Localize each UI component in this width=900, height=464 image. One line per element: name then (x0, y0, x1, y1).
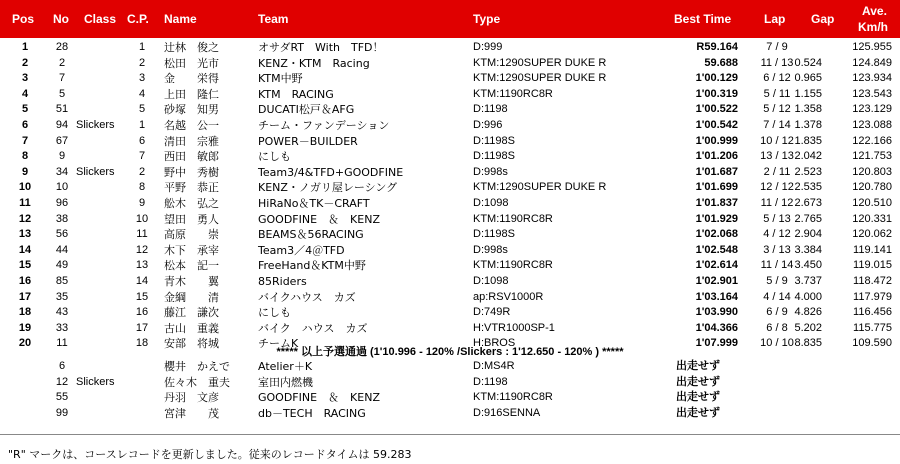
record-footnote: "R" マークは、コースレコードを更新しました。従来のレコードタイムは 59.283 (8, 448, 412, 461)
machine-type-cell: D:916SENNA (473, 406, 541, 419)
lap-cell: 5 / 9 (766, 274, 788, 287)
position-cell: 17 (18, 290, 32, 303)
gap-cell: 1.358 (794, 103, 822, 116)
number-cell: 43 (55, 306, 69, 319)
machine-type-cell: D:1198S (473, 228, 515, 241)
position-cell: 7 (21, 134, 29, 147)
lap-cell: 7 / 9 (766, 41, 788, 53)
average-speed-cell: 109.590 (852, 337, 892, 350)
class-cell: Slickers (76, 375, 115, 388)
lap-cell: 11 / 14 (760, 259, 794, 272)
machine-type-cell: D:996 (473, 118, 503, 131)
gap-cell: 2.904 (794, 228, 822, 241)
average-speed-cell: 122.166 (852, 134, 892, 147)
team-cell: チームK (258, 337, 299, 351)
gap-cell: 0.524 (794, 56, 822, 69)
table-row (0, 305, 900, 321)
team-cell: にしも (258, 306, 291, 320)
rider-name-cell: 松田 光市 (164, 56, 219, 70)
number-cell: 9 (58, 150, 66, 163)
machine-type-cell: D:998s (473, 165, 508, 178)
table-row (0, 87, 900, 103)
header-gap: Gap (811, 12, 835, 26)
rider-name-cell: 高原 崇 (164, 228, 219, 242)
team-cell: KTM中野 (258, 72, 303, 86)
class-cell: Slickers (76, 118, 115, 131)
position-cell: 16 (18, 274, 32, 287)
gap-cell: 3.737 (794, 274, 822, 287)
machine-type-cell: D:999 (473, 41, 503, 53)
machine-type-cell: KTM:1190RC8R (473, 391, 553, 404)
best-time-cell: 1'00.999 (695, 134, 738, 147)
machine-type-cell: ap:RSV1000R (473, 290, 544, 303)
machine-type-cell: D:1198 (473, 103, 508, 116)
average-speed-cell: 116.456 (853, 306, 892, 319)
best-time-cell: 1'01.837 (695, 196, 738, 209)
rider-name-cell: 望田 勇人 (164, 212, 219, 226)
table-row (0, 118, 900, 134)
average-speed-cell: 123.088 (852, 118, 892, 131)
rider-name-cell: 安部 将城 (164, 337, 219, 351)
average-speed-cell: 120.510 (852, 196, 892, 209)
class-position-cell: 2 (138, 56, 146, 69)
machine-type-cell: D:1198S (473, 134, 515, 147)
team-cell: バイク ハウス カズ (258, 321, 368, 335)
table-row (0, 274, 900, 290)
header-pos: Pos (12, 12, 35, 26)
table-row (0, 359, 900, 375)
number-cell: 49 (55, 259, 69, 272)
class-position-cell: 9 (138, 196, 146, 209)
class-position-cell: 1 (138, 41, 146, 53)
class-position-cell: 12 (135, 243, 149, 256)
average-speed-cell: 121.753 (852, 150, 892, 163)
best-time-cell: 1'07.999 (695, 337, 738, 350)
rider-name-cell: 西田 敏郎 (164, 150, 219, 164)
machine-type-cell: D:1198S (473, 150, 515, 163)
table-row (0, 212, 900, 228)
class-position-cell: 10 (135, 212, 149, 225)
rider-name-cell: 上田 隆仁 (164, 87, 219, 101)
position-cell: 10 (18, 181, 32, 194)
machine-type-cell: D:1198 (473, 375, 508, 388)
average-speed-cell: 120.062 (852, 228, 892, 241)
best-time-cell: 1'00.542 (695, 118, 738, 131)
gap-cell: 0.965 (794, 72, 822, 85)
header-type: Type (473, 12, 501, 26)
average-speed-cell: 120.780 (852, 181, 892, 194)
class-cell: Slickers (76, 165, 115, 178)
table-row (0, 390, 900, 406)
gap-cell: 1.378 (794, 118, 822, 131)
rider-name-cell: 金綱 清 (164, 290, 219, 304)
number-cell: 67 (55, 134, 69, 147)
class-position-cell: 3 (138, 72, 146, 85)
team-cell: POWER－BUILDER (258, 134, 358, 148)
class-position-cell: 14 (135, 274, 149, 287)
number-cell: 28 (55, 41, 69, 53)
lap-cell: 11 / 12 (760, 196, 794, 209)
table-row (0, 102, 900, 118)
gap-cell: 2.535 (794, 181, 822, 194)
best-time-cell: 1'02.614 (695, 259, 738, 272)
machine-type-cell: D:1098 (473, 196, 509, 209)
best-time-cell: 1'03.990 (695, 306, 738, 319)
number-cell: 11 (56, 337, 68, 350)
team-cell: Team3／4＠TFD (258, 243, 345, 257)
table-row (0, 165, 900, 181)
number-cell: 33 (55, 321, 69, 334)
team-cell: オサダRT With TFD！ (258, 41, 384, 54)
lap-cell: 12 / 12 (760, 181, 794, 194)
team-cell: db－TECH RACING (258, 406, 366, 420)
number-cell: 10 (55, 181, 69, 194)
table-row (0, 40, 900, 56)
position-cell: 19 (18, 321, 32, 334)
lap-cell: 6 / 9 (766, 306, 788, 319)
machine-type-cell: KTM:1290SUPER DUKE R (473, 56, 607, 69)
table-row (0, 56, 900, 72)
number-cell: 6 (58, 360, 66, 372)
lap-cell: 13 / 13 (760, 150, 794, 163)
position-cell: 1 (21, 41, 29, 53)
team-cell: Team3/4&TFD+GOODFINE (258, 165, 404, 179)
rider-name-cell: 名越 公一 (164, 118, 219, 132)
did-not-start-cell: 出走せず (676, 360, 720, 372)
header-ave: Ave. (862, 4, 887, 18)
best-time-cell: 1'02.068 (695, 228, 738, 241)
machine-type-cell: D:1098 (473, 274, 509, 287)
best-time-cell: 1'00.319 (695, 87, 738, 100)
class-position-cell: 17 (135, 321, 149, 334)
header-no: No (53, 12, 69, 26)
team-cell: GOODFINE ＆ KENZ (258, 212, 380, 226)
best-time-cell: R59.164 (696, 41, 738, 53)
average-speed-cell: 118.472 (853, 274, 892, 287)
gap-cell: 3.450 (794, 259, 822, 272)
number-cell: 38 (55, 212, 69, 225)
team-cell: KTM RACING (258, 87, 334, 101)
average-speed-cell: 124.849 (852, 56, 892, 69)
machine-type-cell: D:749R (473, 306, 511, 319)
table-row (0, 196, 900, 212)
class-position-cell: 7 (138, 150, 146, 163)
lap-cell: 5 / 12 (763, 103, 791, 116)
number-cell: 94 (55, 118, 69, 131)
rider-name-cell: 佐々木 重夫 (164, 375, 230, 389)
number-cell: 96 (55, 196, 69, 209)
table-row (0, 258, 900, 274)
best-time-cell: 1'00.129 (695, 72, 738, 85)
average-speed-cell: 125.955 (852, 41, 892, 53)
machine-type-cell: KTM:1190RC8R (473, 87, 553, 100)
table-row (0, 149, 900, 165)
rider-name-cell: 櫻井 かえで (164, 360, 230, 373)
team-cell: 室田内燃機 (258, 375, 313, 389)
best-time-cell: 1'04.366 (695, 321, 738, 334)
number-cell: 55 (55, 391, 69, 404)
gap-cell: 4.826 (794, 306, 822, 319)
average-speed-cell: 119.141 (853, 243, 892, 256)
rider-name-cell: 藤江 謙次 (164, 306, 219, 320)
position-cell: 9 (21, 165, 29, 178)
class-position-cell: 4 (138, 87, 146, 100)
machine-type-cell: KTM:1190RC8R (473, 259, 553, 272)
did-not-start-cell: 出走せず (676, 375, 720, 388)
table-row (0, 227, 900, 243)
number-cell: 56 (55, 228, 69, 241)
table-row (0, 243, 900, 259)
number-cell: 35 (55, 290, 69, 303)
gap-cell: 2.765 (794, 212, 822, 225)
lap-cell: 5 / 13 (763, 212, 791, 225)
position-cell: 11 (19, 196, 31, 209)
team-cell: HiRaNo＆TK－CRAFT (258, 196, 370, 210)
best-time-cell: 59.688 (704, 56, 738, 69)
rider-name-cell: 砂塚 知男 (164, 103, 219, 117)
non-starters-table (0, 359, 900, 421)
team-cell: 85Riders (258, 274, 307, 288)
best-time-cell: 1'01.699 (695, 181, 738, 194)
best-time-cell: 1'01.687 (695, 165, 738, 178)
position-cell: 4 (21, 87, 29, 100)
gap-cell: 3.384 (794, 243, 822, 256)
rider-name-cell: 青木 翼 (164, 274, 219, 288)
rider-name-cell: 清田 宗雅 (164, 134, 219, 148)
header-cp: C.P. (127, 12, 149, 26)
table-row (0, 180, 900, 196)
average-speed-cell: 117.979 (853, 290, 892, 303)
team-cell: にしも (258, 150, 291, 164)
header-best-time: Best Time (674, 12, 732, 26)
header-kmh: Km/h (858, 20, 888, 34)
gap-cell: 2.042 (794, 150, 822, 163)
number-cell: 2 (58, 56, 66, 69)
machine-type-cell: H:VTR1000SP-1 (473, 321, 555, 334)
team-cell: チーム・ファンデーション (258, 118, 390, 132)
gap-cell: 1.155 (794, 87, 822, 100)
number-cell: 5 (58, 87, 66, 100)
machine-type-cell: KTM:1290SUPER DUKE R (473, 181, 607, 194)
lap-cell: 3 / 13 (763, 243, 791, 256)
team-cell: GOODFINE ＆ KENZ (258, 391, 380, 405)
machine-type-cell: H:BROS (473, 337, 516, 350)
number-cell: 34 (55, 165, 69, 178)
class-position-cell: 8 (138, 181, 146, 194)
gap-cell: 2.523 (794, 165, 822, 178)
position-cell: 12 (18, 212, 32, 225)
team-cell: BEAMS＆56RACING (258, 228, 364, 242)
rider-name-cell: 野中 秀樹 (164, 165, 219, 179)
machine-type-cell: KTM:1290SUPER DUKE R (473, 72, 607, 85)
average-speed-cell: 123.543 (852, 87, 892, 100)
lap-cell: 11 / 13 (760, 56, 794, 69)
class-position-cell: 6 (138, 134, 146, 147)
team-cell: DUCATI松戸＆AFG (258, 103, 355, 117)
position-cell: 20 (18, 337, 32, 350)
average-speed-cell: 119.015 (853, 259, 892, 272)
team-cell: KENZ・ノガリ屋レーシング (258, 181, 398, 195)
gap-cell: 4.000 (794, 290, 822, 303)
class-position-cell: 5 (138, 103, 146, 116)
lap-cell: 2 / 11 (763, 165, 791, 178)
position-cell: 18 (18, 306, 32, 319)
number-cell: 12 (55, 375, 69, 388)
best-time-cell: 1'01.929 (695, 212, 738, 225)
rider-name-cell: 宮津 茂 (164, 406, 219, 420)
lap-cell: 4 / 12 (763, 228, 791, 241)
average-speed-cell: 120.331 (852, 212, 892, 225)
did-not-start-cell: 出走せず (676, 391, 720, 404)
did-not-start-cell: 出走せず (676, 406, 720, 419)
table-row (0, 71, 900, 87)
lap-cell: 7 / 14 (763, 118, 791, 131)
best-time-cell: 1'02.901 (695, 274, 738, 287)
rider-name-cell: 平野 恭正 (164, 181, 219, 195)
position-cell: 13 (18, 228, 32, 241)
number-cell: 7 (58, 72, 66, 85)
qualify-cutoff-line: ***** 以上予選通過 (1'10.996 - 120% /Slickers : 1'12.650 - 120% ) ***** (276, 346, 624, 358)
class-position-cell: 18 (135, 337, 149, 350)
gap-cell: 2.673 (794, 196, 822, 209)
table-row (0, 134, 900, 150)
team-cell: バイクハウス カズ (258, 290, 356, 304)
lap-cell: 10 / 10 (760, 337, 794, 350)
team-cell: Atelier＋K (258, 360, 313, 373)
position-cell: 14 (18, 243, 32, 256)
machine-type-cell: KTM:1190RC8R (473, 212, 553, 225)
number-cell: 44 (55, 243, 69, 256)
average-speed-cell: 115.775 (853, 321, 892, 334)
best-time-cell: 1'03.164 (695, 290, 738, 303)
number-cell: 85 (55, 274, 69, 287)
best-time-cell: 1'02.548 (695, 243, 738, 256)
best-time-cell: 1'01.206 (695, 150, 738, 163)
position-cell: 3 (21, 72, 29, 85)
results-header (0, 0, 900, 38)
header-team: Team (258, 12, 289, 26)
rider-name-cell: 木下 承宰 (164, 243, 219, 257)
machine-type-cell: D:998s (473, 243, 508, 256)
table-row (0, 321, 900, 337)
footer-divider (0, 434, 900, 435)
class-position-cell: 15 (135, 290, 149, 303)
rider-name-cell: 丹羽 文彦 (164, 391, 219, 405)
header-lap: Lap (764, 12, 786, 26)
position-cell: 2 (21, 56, 29, 69)
average-speed-cell: 123.129 (852, 103, 892, 116)
rider-name-cell: 金 栄得 (164, 72, 219, 86)
team-cell: KENZ・KTM Racing (258, 56, 370, 70)
lap-cell: 10 / 12 (760, 134, 794, 147)
header-name: Name (164, 12, 197, 26)
class-position-cell: 2 (138, 165, 146, 178)
position-cell: 6 (21, 118, 29, 131)
lap-cell: 6 / 12 (763, 72, 791, 85)
rider-name-cell: 松本 記一 (164, 259, 219, 273)
header-class: Class (84, 12, 117, 26)
rider-name-cell: 舩木 弘之 (164, 196, 219, 210)
gap-cell: 1.835 (794, 134, 822, 147)
table-row (0, 375, 900, 391)
position-cell: 15 (18, 259, 32, 272)
lap-cell: 4 / 14 (763, 290, 791, 303)
gap-cell: 8.835 (794, 337, 822, 350)
table-row (0, 290, 900, 306)
machine-type-cell: D:MS4R (473, 360, 515, 372)
class-position-cell: 16 (135, 306, 149, 319)
team-cell: FreeHand＆KTM中野 (258, 259, 366, 273)
table-row (0, 406, 900, 422)
class-position-cell: 13 (135, 259, 149, 272)
number-cell: 51 (55, 103, 69, 116)
average-speed-cell: 123.934 (852, 72, 892, 85)
rider-name-cell: 古山 重義 (164, 321, 219, 335)
average-speed-cell: 120.803 (852, 165, 892, 178)
position-cell: 8 (21, 150, 29, 163)
lap-cell: 5 / 11 (763, 87, 791, 100)
lap-cell: 6 / 8 (766, 321, 788, 334)
best-time-cell: 1'00.522 (695, 103, 738, 116)
position-cell: 5 (21, 103, 29, 116)
class-position-cell: 1 (138, 118, 146, 131)
class-position-cell: 11 (136, 228, 148, 241)
rider-name-cell: 辻林 俊之 (164, 41, 219, 54)
number-cell: 99 (55, 406, 69, 419)
gap-cell: 5.202 (794, 321, 822, 334)
results-table (0, 40, 900, 352)
